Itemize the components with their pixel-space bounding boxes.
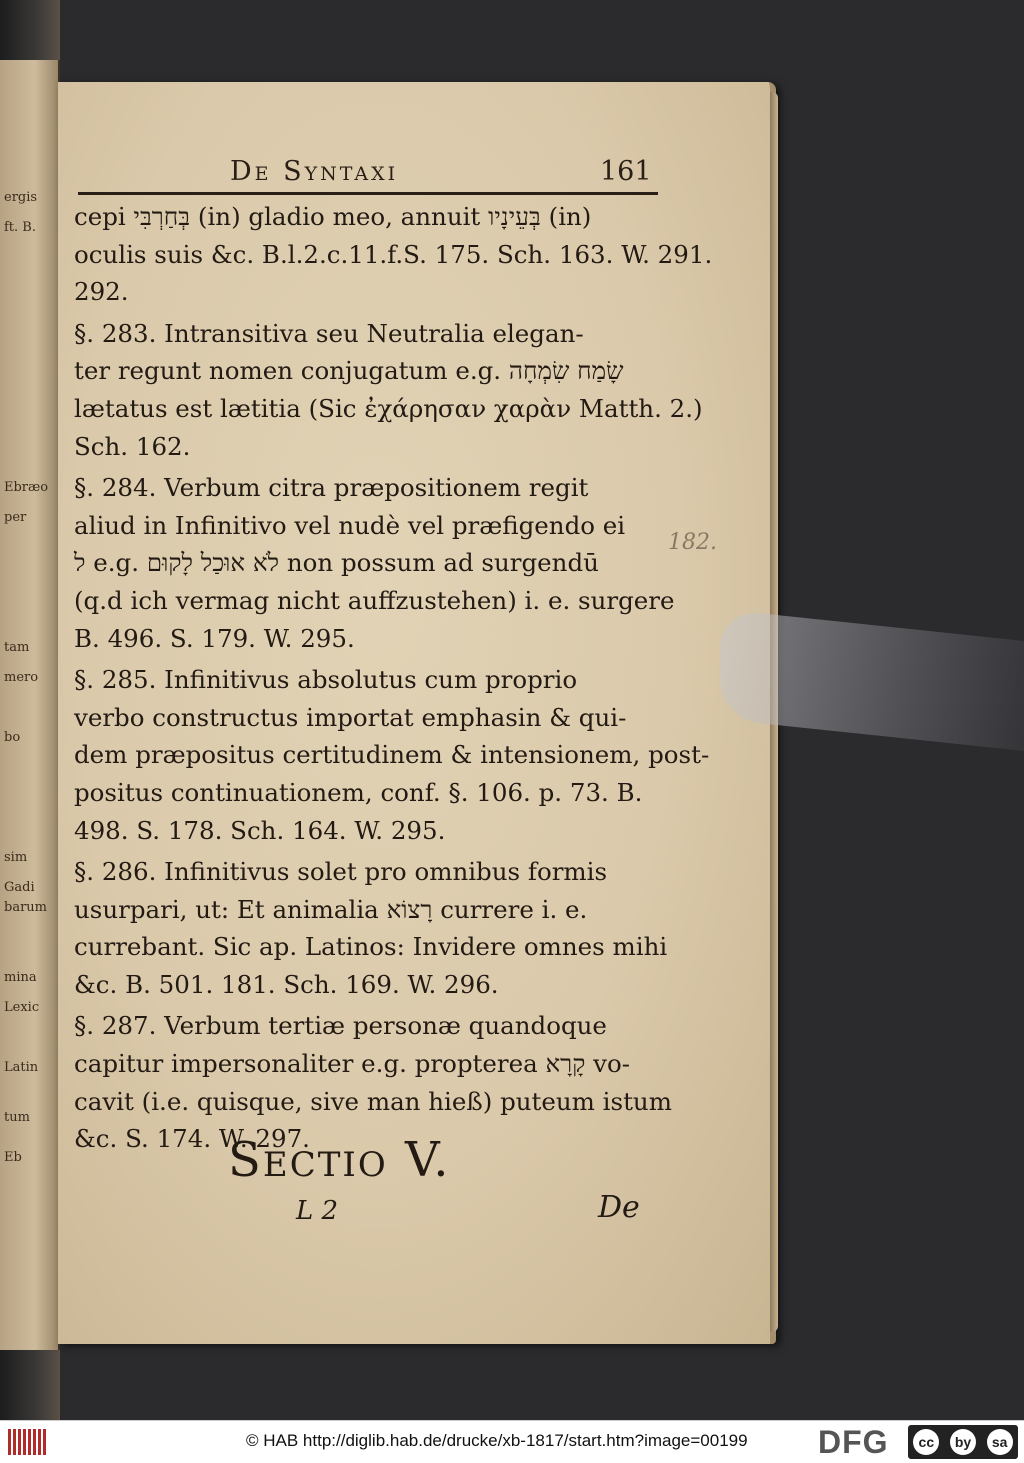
text-line: §. 287. Verbum tertiæ personæ quandoque (74, 1011, 607, 1041)
margin-fragment: sim (4, 850, 28, 865)
sa-icon: sa (987, 1429, 1013, 1455)
text-line: Sch. 162. (74, 431, 191, 461)
margin-fragment: bo (4, 730, 21, 745)
page-number: 161 (600, 156, 652, 187)
margin-fragment: ergis (4, 190, 38, 205)
text-line: §. 284. Verbum citra præpositionem regit (74, 473, 589, 503)
margin-fragment: per (4, 510, 27, 525)
text-line: cavit (i.e. quisque, sive man hieß) puteum istum (74, 1086, 672, 1116)
text-line: §. 283. Intransitiva seu Neutralia elegan- (74, 318, 584, 348)
previous-page-edge (0, 60, 60, 1350)
margin-fragment: Latin (4, 1060, 39, 1075)
text-line: §. 285. Infinitivus absolutus cum proprio (74, 665, 578, 695)
header-rule (78, 192, 658, 195)
text-line: aliud in Infinitivo vel nudè vel præfigendo ei (74, 510, 626, 540)
margin-fragment: Lexic (4, 1000, 40, 1015)
text-line: &c. S. 174. W. 297. (74, 1124, 310, 1154)
text-line: currebant. Sic ap. Latinos: Invidere omnes mihi (74, 932, 668, 962)
by-icon: by (950, 1429, 976, 1455)
text-line: 292. (74, 277, 129, 307)
margin-fragment: mero (4, 670, 39, 685)
margin-fragment: barum (4, 900, 47, 915)
section-heading: Sectio V. (228, 1132, 451, 1188)
margin-fragment: Ebræo (4, 480, 49, 495)
margin-fragment: Gadi (4, 880, 35, 895)
pencil-margin-note: 182. (668, 530, 717, 555)
text-line: ter regunt nomen conjugatum e.g. שָׂמַח שִׂמְחָה (74, 356, 624, 386)
text-line: lætatus est lætitia (Sic ἐχάρησαν χαρὰν Matth. 2.) (74, 393, 703, 423)
cc-icon: cc (913, 1429, 939, 1455)
margin-fragment: ft. B. (4, 220, 36, 235)
text-line: 498. S. 178. Sch. 164. W. 295. (74, 815, 446, 845)
margin-fragment: tam (4, 640, 30, 655)
margin-fragment: tum (4, 1110, 30, 1125)
license-badge[interactable] (908, 1425, 1018, 1459)
text-line: &c. B. 501. 181. Sch. 169. W. 296. (74, 969, 499, 999)
text-line: verbo constructus importat emphasin & qui- (74, 702, 627, 732)
text-line: ל e.g. לֹא אוּכַל לָקוּם non possum ad surgendū (74, 548, 599, 578)
text-line: §. 286. Infinitivus solet pro omnibus formis (74, 857, 608, 887)
text-line: dem præpositus certitudinem & intensionem, post- (74, 740, 710, 770)
running-title: De Syntaxi (230, 156, 399, 187)
margin-fragment: Eb (4, 1150, 22, 1165)
text-line: cepi בְּחַרְבִּי (in) gladio meo, annuit בְּעֵינָיו (in) (74, 202, 592, 231)
footer-credit-link[interactable]: © HAB http://diglib.hab.de/drucke/xb-1817/start.htm?image=00199 (246, 1431, 748, 1450)
dfg-logo: DFG (818, 1424, 889, 1460)
text-line: usurpari, ut: Et animalia רָצוֹא currere i. e. (74, 894, 588, 924)
catchword: De (598, 1190, 640, 1225)
signature-mark: L 2 (296, 1196, 339, 1226)
text-line: capitur impersonaliter e.g. propterea קָרָא vo- (74, 1049, 631, 1079)
text-line: oculis suis &c. B.l.2.c.11.f.S. 175. Sch. 163. W. 291. (74, 239, 713, 269)
text-line: B. 496. S. 179. W. 295. (74, 623, 355, 653)
footer-bar (0, 1420, 1024, 1463)
text-line: positus continuationem, conf. §. 106. p. 73. B. (74, 777, 643, 807)
text-line: (q.d ich vermag nicht auffzustehen) i. e. surgere (74, 585, 675, 615)
library-logo-icon (8, 1429, 48, 1455)
margin-fragment: mina (4, 970, 37, 985)
